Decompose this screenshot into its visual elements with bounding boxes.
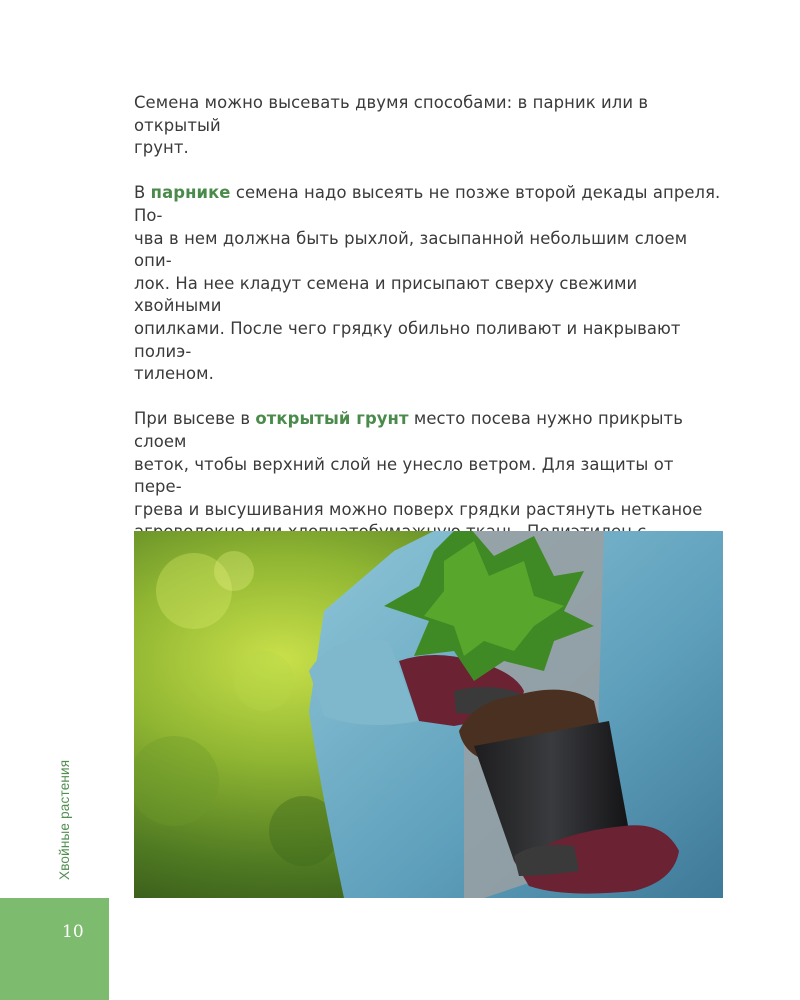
text-segment: грева и высушивания можно поверх грядки растянуть нетканое xyxy=(134,499,703,519)
page-number: 10 xyxy=(62,922,84,942)
text-segment: семена надо высеять не позже второй декады апреля. По- xyxy=(134,183,721,225)
paragraph xyxy=(134,92,726,160)
photo-illustration xyxy=(134,531,723,898)
highlighted-term: открытый грунт xyxy=(255,409,409,429)
text-segment: веток, чтобы верхний слой не унесло ветром. Для защиты от пере- xyxy=(134,454,674,497)
side-section-title: Хвойные растения xyxy=(57,759,72,880)
paragraph xyxy=(134,182,726,385)
text-segment: опилками. После чего грядку обильно поливают и накрывают полиэ- xyxy=(134,318,681,361)
page-number-tab xyxy=(0,898,109,1000)
highlighted-term: парнике xyxy=(150,183,231,203)
text-segment: место посева нужно прикрыть слоем xyxy=(134,409,683,451)
text-segment: В xyxy=(134,183,151,203)
seedling-photo xyxy=(134,531,723,898)
text-segment: При высеве в xyxy=(134,409,256,429)
text-segment: Семена можно высевать двумя способами: в парник или в открытый xyxy=(134,93,649,135)
text-segment: лок. На нее кладут семена и присыпают сверху свежими хвойными xyxy=(134,273,638,316)
text-segment: тиленом. xyxy=(134,364,214,384)
text-segment: чва в нем должна быть рыхлой, засыпанной небольшим слоем опи- xyxy=(134,228,688,271)
text-segment: грунт. xyxy=(134,138,189,158)
